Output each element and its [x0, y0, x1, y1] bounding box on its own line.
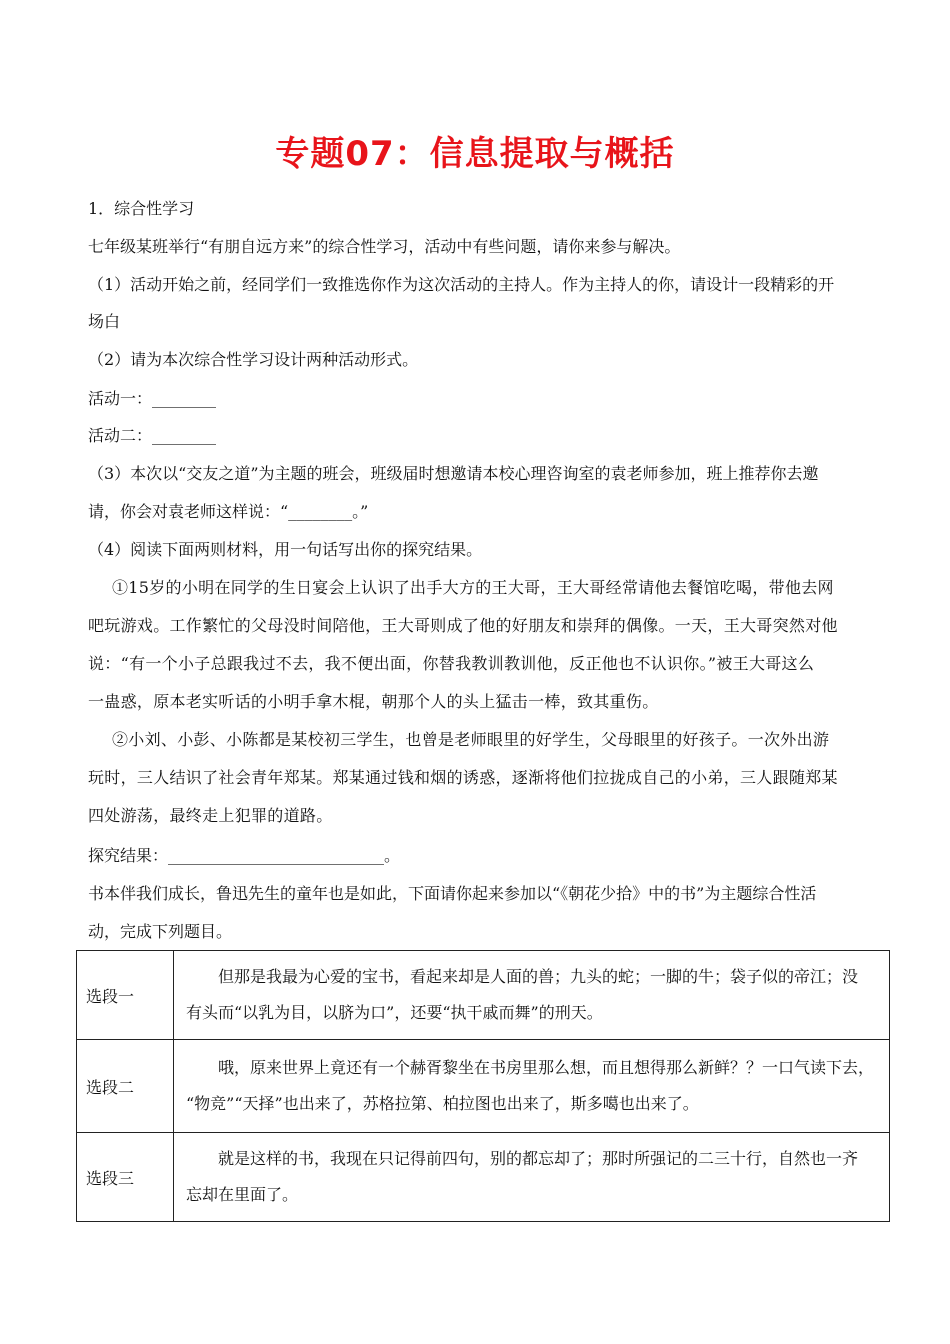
material-2-line: 玩时，三人结识了社会青年郑某。郑某通过钱和烟的诱惑，逐渐将他们拉拢成自己的小弟，三人跟随郑某	[88, 768, 838, 787]
excerpt-line: 哦，原来世界上竟还有一个赫胥黎坐在书房里那么想，而且想得那么新鲜？？一口气读下去，	[218, 1058, 875, 1077]
excerpt-label: 选段一	[77, 951, 174, 1040]
question-intro: 七年级某班举行“有朋自远方来”的综合性学习，活动中有些问题，请你来参与解决。	[88, 237, 681, 256]
excerpt-line: 就是这样的书，我现在只记得前四句，别的都忘却了；那时所强记的二三十行，自然也一齐	[218, 1149, 859, 1168]
excerpt-text	[174, 1133, 890, 1222]
excerpt-line: 但那是我最为心爱的宝书，看起来却是人面的兽；九头的蛇；一脚的牛；袋子似的帝江；没	[218, 967, 859, 986]
page-title: 专题07：信息提取与概括	[275, 134, 675, 174]
material-1-line: 吧玩游戏。工作繁忙的父母没时间陪他，王大哥则成了他的好朋友和崇拜的偶像。一天，王大哥突然对他	[88, 616, 838, 635]
material-1-line: ①15岁的小明在同学的生日宴会上认识了出手大方的王大哥，王大哥经常请他去餐馆吃喝，带他去网	[112, 578, 834, 597]
activity-1-blank: 活动一：________	[88, 389, 217, 408]
excerpt-text	[174, 1040, 890, 1133]
sub-question-3: （3）本次以“交友之道”为主题的班会，班级届时想邀请本校心理咨询室的袁老师参加，班上推荐你去邀	[88, 464, 819, 483]
table-row	[77, 951, 890, 1040]
excerpt-label: 选段三	[77, 1133, 174, 1222]
reading-activity-intro-cont: 动，完成下列题目。	[88, 922, 233, 941]
excerpt-line: 有头而“以乳为目，以脐为口”，还要“执干戚而舞”的刑天。	[186, 1003, 603, 1022]
excerpt-text	[174, 951, 890, 1040]
activity-2-blank: 活动二：________	[88, 426, 217, 445]
table-row	[77, 1133, 890, 1222]
question-number: 1．综合性学习	[88, 199, 195, 218]
inquiry-result-blank: 探究结果：___________________________。	[88, 846, 401, 865]
sub-question-1-cont: 场白	[88, 312, 121, 331]
material-2-line: 四处游荡，最终走上犯罪的道路。	[88, 806, 333, 825]
sub-question-2: （2）请为本次综合性学习设计两种活动形式。	[88, 350, 419, 369]
material-2-line: ②小刘、小彭、小陈都是某校初三学生，也曾是老师眼里的好学生，父母眼里的好孩子。一次外出游	[112, 730, 830, 749]
sub-question-1: （1）活动开始之前，经同学们一致推选你作为这次活动的主持人。作为主持人的你，请设计一段精彩的开	[88, 275, 835, 294]
material-1-line: 一蛊惑，原本老实听话的小明手拿木棍，朝那个人的头上猛击一棒，致其重伤。	[88, 692, 659, 711]
sub-question-3-cont: 请，你会对袁老师这样说：“________。”	[88, 502, 369, 521]
sub-question-4: （4）阅读下面两则材料，用一句话写出你的探究结果。	[88, 540, 483, 559]
excerpt-line: 忘却在里面了。	[186, 1185, 299, 1204]
excerpt-table	[76, 950, 890, 1222]
table-row	[77, 1040, 890, 1133]
excerpt-label: 选段二	[77, 1040, 174, 1133]
reading-activity-intro: 书本伴我们成长，鲁迅先生的童年也是如此，下面请你起来参加以“《朝花少拾》中的书”为主题综合性活	[88, 884, 817, 903]
excerpt-line: “物竞”“天择”也出来了，苏格拉第、柏拉图也出来了，斯多噶也出来了。	[186, 1094, 699, 1113]
material-1-line: 说：“有一个小子总跟我过不去，我不便出面，你替我教训教训他，反正他也不认识你。”被王大哥这么	[88, 654, 815, 673]
